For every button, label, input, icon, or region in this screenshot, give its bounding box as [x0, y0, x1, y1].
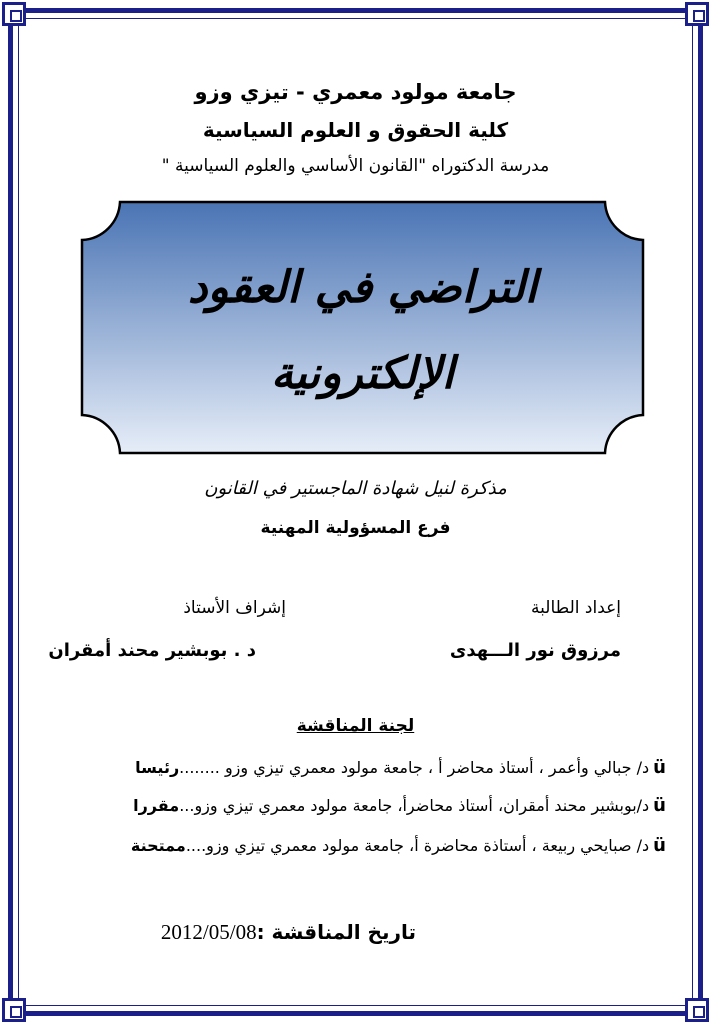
committee-title: لجنة المناقشة — [296, 716, 415, 736]
defense-date-label: تاريخ المناقشة : — [256, 920, 416, 944]
checkmark-icon: ü — [653, 757, 666, 778]
frame-corner-top-left — [2, 2, 26, 26]
university-name: جامعة مولود معمري - تيزي وزو — [194, 80, 517, 104]
committee-member — [133, 795, 666, 816]
member-text: د/ جبالي وأعمر ، أستاذ محاضر أ ، جامعة مولود معمري تيزي وزو ........ — [179, 758, 650, 777]
memo-subtitle: مذكرة لنيل شهادة الماجستير في القانون — [204, 478, 507, 499]
thesis-title-line2: الإلكترونية — [271, 347, 454, 399]
supervisor-label: إشراف الأستاذ — [183, 598, 286, 618]
student-name: مرزوق نور الـــهدى — [449, 640, 621, 661]
checkmark-icon: ü — [653, 835, 666, 856]
faculty-name: كلية الحقوق و العلوم السياسية — [202, 118, 509, 142]
member-text: د/ صبايحي ربيعة ، أستاذة محاضرة أ، جامعة مولود معمري تيزي وزو.... — [185, 836, 650, 855]
member-text: د/بوبشير محند أمقران، أستاذ محاضرأ، جامعة مولود معمري تيزي وزو... — [179, 796, 650, 815]
frame-corner-bottom-right — [685, 998, 709, 1022]
committee-member — [135, 757, 666, 778]
member-role: مقررا — [133, 796, 180, 815]
thesis-title — [80, 245, 645, 417]
committee-member — [131, 835, 666, 856]
frame-corner-top-right — [685, 2, 709, 26]
frame-corner-bottom-left — [2, 998, 26, 1022]
thesis-title-line1: التراضي في العقود — [187, 262, 538, 313]
checkmark-icon: ü — [653, 795, 666, 816]
branch-subtitle: فرع المسؤولية المهنية — [260, 518, 451, 538]
defense-date-value: 2012/05/08 — [160, 920, 257, 944]
supervisor-name: د . بوبشير محند أمقران — [48, 640, 256, 661]
defense-date — [161, 920, 416, 945]
member-role: ممتحنة — [130, 836, 186, 855]
student-label: إعداد الطالبة — [531, 598, 621, 618]
doctoral-school: مدرسة الدكتوراه "القانون الأساسي والعلوم السياسية " — [161, 156, 550, 176]
member-role: رئيسا — [135, 758, 180, 777]
